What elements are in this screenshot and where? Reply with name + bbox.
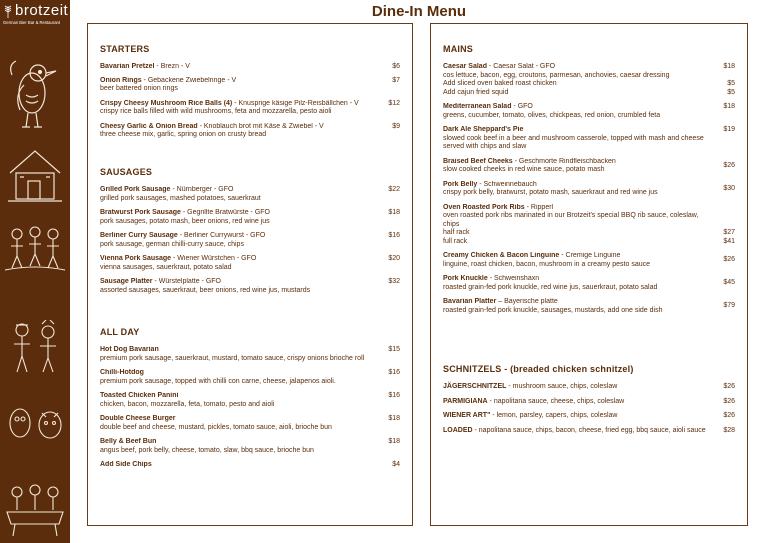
item-subtitle: - Brezn - V	[154, 63, 190, 70]
item-price: $18	[388, 209, 400, 216]
item-description: premium pork sausage, sauerkraut, mustard, tomato sauce, crispy onions brioche roll	[100, 354, 365, 362]
menu-item	[100, 186, 400, 203]
item-price: $16	[388, 392, 400, 399]
brand-tagline: German Bier Bar & Restaurant	[3, 20, 61, 25]
menu-item	[100, 63, 400, 72]
item-price: $16	[388, 369, 400, 376]
menu-item	[443, 398, 735, 407]
menu-item	[443, 412, 735, 421]
item-description: chicken, bacon, mozzarella, feta, tomato, pesto and aioli	[100, 400, 275, 408]
item-subtitle: - Knusprige käsige Pilz-Reisbällchen - V	[232, 99, 359, 107]
item-name: Toasted Chicken Panini	[100, 392, 179, 399]
section-title: SAUSAGES	[100, 167, 153, 177]
item-name: WIENER ART"	[443, 412, 491, 419]
menu-item	[443, 204, 735, 247]
item-description: vienna sausages, sauerkraut, potato salad	[100, 263, 232, 271]
menu-item	[100, 415, 400, 432]
item-description: linguine, roast chicken, bacon, mushroom in a creamy pesto sauce	[443, 260, 650, 268]
menu-item	[100, 123, 400, 140]
rack-option: half rack	[443, 229, 470, 236]
item-price: $45	[723, 279, 735, 286]
item-subtitle: - napolitana sauce, chips, bacon, cheese, fried egg, bbq sauce, aioli sauce	[472, 426, 706, 434]
item-name: Double Cheese Burger	[100, 415, 176, 422]
item-name: JÄGERSCHNITZEL	[443, 383, 507, 390]
item-description: crispy pork belly, bratwurst, potato mash, sauerkraut and red wine jus	[443, 189, 658, 196]
item-subtitle: - napolitana sauce, cheese, chips, coleslaw	[487, 397, 625, 405]
item-subtitle: - Wiener Würstchen - GFO	[171, 255, 257, 262]
feast-illustration	[3, 480, 67, 538]
item-name: Creamy Chicken & Bacon Linguine	[443, 252, 560, 259]
item-price: $18	[388, 438, 400, 445]
item-subtitle: - Ripperl	[524, 203, 554, 211]
item-name: Caesar Salad	[443, 63, 487, 70]
menu-item	[100, 461, 400, 470]
item-price: $26	[723, 397, 735, 405]
bird-illustration	[6, 55, 62, 135]
item-description: assorted sausages, sauerkraut, beer onions, red wine jus, mustards	[100, 286, 311, 294]
menu-item	[443, 103, 735, 120]
rack-price: $27	[723, 229, 735, 236]
item-subtitle: - Würstelplatte - GFO	[152, 278, 221, 285]
menu-item	[100, 255, 400, 272]
right-menu-panel	[430, 23, 748, 526]
item-price: $18	[388, 415, 400, 422]
item-price: $26	[723, 161, 735, 169]
item-description: premium pork sausage, topped with chilli con carne, cheese, jalapenos aioli.	[100, 377, 336, 385]
item-name: Oven Roasted Pork Ribs	[443, 203, 525, 211]
item-subtitle: - Schweinshaxn	[487, 275, 540, 282]
item-description: pork sausage, german chilli-curry sauce, chips	[100, 240, 244, 248]
item-price: $6	[392, 63, 400, 70]
item-name: Berliner Curry Sausage	[100, 232, 178, 239]
menu-item	[443, 126, 735, 152]
item-name: Dark Ale Sheppard's Pie	[443, 126, 524, 133]
item-description: double beef and cheese, mustard, pickles, tomato sauce, aioli, brioche bun	[100, 423, 332, 431]
item-name: Pork Belly	[443, 180, 478, 188]
item-subtitle: - Schweinnebauch	[477, 180, 537, 188]
item-subtitle: - Nürnberger - GFO	[170, 186, 234, 193]
item-price: $4	[392, 461, 400, 468]
item-price: $15	[388, 346, 400, 353]
animals-illustration	[6, 395, 66, 445]
item-subtitle: - GFO	[511, 103, 533, 110]
item-subtitle: - Gegrillte Bratwürste - GFO	[180, 209, 270, 216]
item-description: cos lettuce, bacon, egg, croutons, parmesan, anchovies, caesar dressing	[443, 71, 670, 79]
item-name: Add Side Chips	[100, 461, 152, 468]
menu-item	[100, 100, 400, 117]
item-price: $9	[392, 122, 400, 130]
item-description: roasted grain-fed pork knuckle, red wine jus, sauerkraut, potato salad	[443, 283, 658, 291]
item-price: $12	[388, 99, 400, 107]
left-menu-panel	[87, 23, 413, 526]
item-price: $22	[388, 186, 400, 193]
menu-item	[100, 232, 400, 249]
item-name: Grilled Pork Sausage	[100, 186, 171, 193]
item-description: crispy rice balls filled with wild mushrooms, feta and mozzarella, pesto aioli	[100, 108, 332, 115]
sidebar	[0, 0, 70, 543]
menu-item	[100, 438, 400, 455]
item-name: Sausage Platter	[100, 278, 153, 285]
all-day-section	[100, 327, 400, 476]
item-name: Bavarian Pretzel	[100, 63, 155, 70]
addon-price: $5	[727, 88, 735, 96]
item-description: greens, cucumber, tomato, olives, chickpeas, red onion, crumbled feta	[443, 111, 661, 119]
musicians-illustration	[3, 220, 67, 275]
starters-section	[100, 44, 400, 146]
item-name: Bavarian Platter	[443, 298, 497, 305]
rack-price: $41	[723, 237, 735, 245]
item-description: pork sausages, potato mash, beer onions, red wine jus	[100, 217, 270, 225]
item-subtitle: - Knoblauch brot mit Käse & Zwiebel - V	[197, 122, 324, 130]
menu-item	[443, 275, 735, 292]
menu-item	[443, 427, 735, 436]
item-description: angus beef, pork belly, cheese, tomato, slaw, bbq sauce, brioche bun	[100, 446, 314, 454]
item-subtitle: - lemon, parsley, capers, chips, coleslaw	[490, 412, 618, 419]
item-description: grilled pork sausages, mashed potatoes, sauerkraut	[100, 194, 261, 202]
menu-item	[100, 392, 400, 409]
item-addon: Add cajun fried squid	[443, 88, 509, 96]
item-price: $30	[723, 184, 735, 192]
menu-item	[100, 369, 400, 386]
item-name: Chilli-Hotdog	[100, 369, 144, 376]
item-subtitle: - Gebackene Zwiebelringe - V	[141, 76, 237, 84]
menu-item	[443, 181, 735, 198]
item-subtitle: - Cremige Linguine	[559, 252, 621, 259]
brand-name: brotzeit	[15, 2, 69, 19]
people-illustration	[6, 320, 66, 375]
menu-item	[100, 278, 400, 295]
schnitzels-section	[443, 364, 735, 441]
item-description: three cheese mix, garlic, spring onion on crusty bread	[100, 131, 267, 138]
menu-item	[100, 77, 400, 94]
item-name: Belly & Beef Bun	[100, 438, 157, 445]
item-price: $26	[723, 412, 735, 419]
menu-item	[443, 63, 735, 97]
item-price: $7	[392, 76, 400, 84]
item-subtitle: – Bayerische platte	[496, 298, 558, 305]
mains-section	[443, 44, 735, 321]
item-price: $19	[723, 126, 735, 133]
item-description: roasted grain-fed pork knuckle, sausages, mustards, add one side dish	[443, 306, 663, 314]
item-price: $26	[723, 256, 735, 263]
item-description: slow cooked cheeks in red wine sauce, potato mash	[443, 166, 605, 173]
item-price: $20	[388, 255, 400, 262]
item-price: $26	[723, 383, 735, 390]
item-subtitle: - mushroom sauce, chips, coleslaw	[506, 383, 618, 390]
sausages-section	[100, 167, 400, 301]
item-name: Cheesy Garlic & Onion Bread	[100, 122, 198, 130]
item-price: $18	[723, 63, 735, 70]
item-name: Mediterranean Salad	[443, 103, 512, 110]
section-title: ALL DAY	[100, 327, 140, 337]
item-price: $28	[723, 426, 735, 434]
item-name: Crispy Cheesy Mushroom Rice Balls (4)	[100, 99, 233, 107]
item-name: Vienna Pork Sausage	[100, 255, 172, 262]
item-description: slowed cook beef in a beer and mushroom casserole, topped with mash and cheese served with chips and slaw	[443, 134, 704, 150]
item-name: LOADED	[443, 426, 473, 434]
item-name: Pork Knuckle	[443, 275, 488, 282]
section-title: STARTERS	[100, 44, 150, 54]
menu-item	[443, 158, 735, 175]
item-name: Braised Beef Cheeks	[443, 157, 513, 165]
item-price: $16	[388, 232, 400, 239]
item-addon: Add sliced oven baked roast chicken	[443, 80, 557, 87]
item-subtitle: - Caesar Salat - GFO	[486, 63, 556, 70]
item-subtitle: - Berliner Currywurst - GFO	[177, 232, 266, 239]
item-name: Hot Dog Bavarian	[100, 346, 159, 353]
item-price: $32	[388, 278, 400, 285]
menu-item	[100, 209, 400, 226]
item-description: beer battered onion rings	[100, 85, 178, 92]
rack-option: full rack	[443, 237, 468, 245]
item-name: PARMIGIANA	[443, 397, 488, 405]
addon-price: $5	[727, 80, 735, 87]
item-name: Onion Rings	[100, 76, 142, 84]
item-subtitle: - Geschmorte Rindfleischbacken	[512, 157, 616, 165]
item-name: Bratwurst Pork Sausage	[100, 209, 181, 216]
menu-item	[443, 383, 735, 392]
menu-item	[443, 298, 735, 315]
item-price: $79	[723, 302, 735, 309]
section-title: MAINS	[443, 44, 473, 54]
menu-item	[443, 252, 735, 269]
page-title: Dine-In Menu	[371, 3, 467, 20]
menu-item	[100, 346, 400, 363]
item-description: oven roasted pork ribs marinated in our Brotzeit's special BBQ rib sauce, coleslaw, chips	[443, 212, 699, 228]
hut-illustration	[6, 145, 64, 205]
section-title: SCHNITZELS - (breaded chicken schnitzel)	[443, 364, 634, 374]
item-price: $18	[723, 103, 735, 110]
